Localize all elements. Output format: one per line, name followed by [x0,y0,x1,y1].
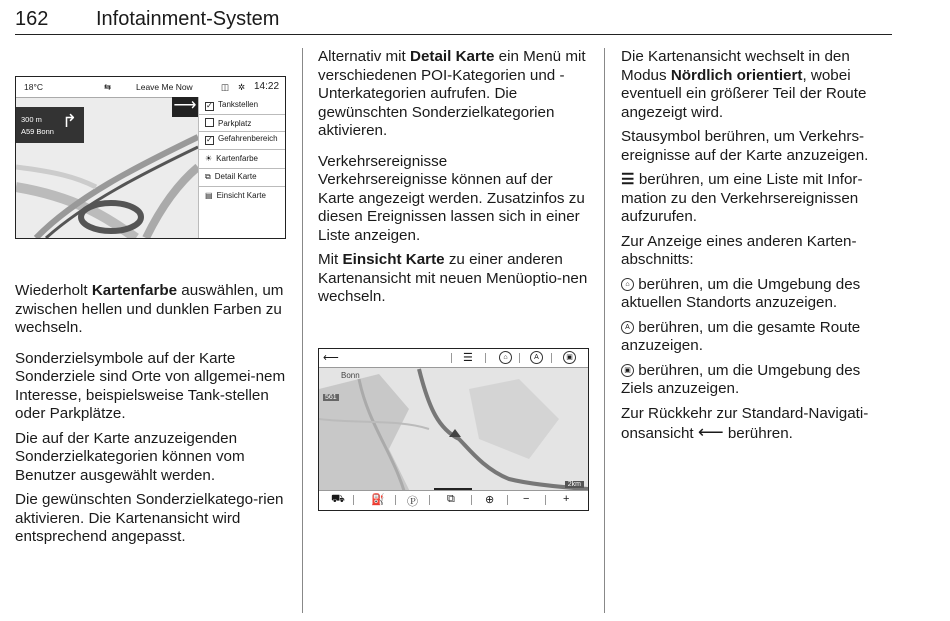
menu-label: Gefahrenbereich [218,134,278,143]
column-2 [318,48,590,313]
current-location-icon: ⌂ [621,278,634,291]
zoom-out-icon[interactable]: − [523,493,530,505]
paragraph: Die gewünschten Sonderzielkatego-rien aktivieren. Die Kartenansicht wird entsprechend angepasst. [15,491,284,545]
paragraph: ⌂ berühren, um die Umgebung des aktuellen Standorts anzuzeigen. [621,275,861,311]
zoom-reset-icon[interactable]: ⊕ [485,494,495,506]
traffic-list-icon[interactable]: ☰ [463,352,473,364]
maneuver-box [16,107,84,143]
paragraph: Die auf der Karte anzuzeigenden Sonderzielkategorien können vom Benutzer ausgewählt werden. [15,429,245,484]
section-heading: Verkehrsereignisse [318,152,448,170]
paragraph: Zur Anzeige eines anderen Karten-abschnitts: [621,232,857,268]
keyword: Einsicht Karte [342,251,445,268]
paragraph: Wiederholt Kartenfarbe auswählen, um zwischen hellen und dunklen Farben zu wechseln. [15,282,284,336]
full-route-icon[interactable]: A [530,351,543,364]
page-header [15,8,892,35]
parking-icon[interactable]: Ⓟ [407,496,418,508]
road-number-badge: 561 [325,394,337,401]
poi-detail-icon[interactable]: ⧉ [447,493,455,505]
leave-now-status: Leave Me Now [136,82,193,92]
current-location-icon[interactable]: ⌂ [499,351,512,364]
clock: 14:22 [254,81,280,92]
menu-item-detail-karte[interactable] [205,172,257,182]
back-arrow-icon[interactable]: ⟵ [323,352,339,364]
paragraph: Stausymbol berühren, um Verkehrs-ereignisse auf der Karte anzuzeigen. [621,128,869,164]
menu-label: Detail Karte [214,172,257,181]
menu-label: Parkplatz [218,119,252,128]
map-overview-figure [318,348,589,511]
gear-icon: ✲ [238,82,246,92]
map-toolbar [319,349,588,368]
page-title: Infotainment-System [96,8,280,30]
usb-icon: ⇆ [104,82,112,92]
status-bar [16,77,285,98]
paragraph: Verkehrsereignisse können auf der Karte angezeigt werden. Zusatzinfos zu diesen Ereignissen lassen sich in einer Liste anzeigen. [318,171,585,244]
poi-icon: ⧉ [205,172,211,181]
menu-item-einsicht-karte[interactable] [205,191,266,200]
temperature: 18°C [24,82,43,92]
paragraph: Die Kartenansicht wechselt in den Modus Nördlich orientiert, wobei eventuell ein größerer Teil der Route angezeigt wird. [621,48,867,121]
checkbox-checked-icon: ✓ [206,101,213,110]
section-heading: Sonderzielsymbole auf der Karte [15,349,236,367]
column-1 [15,282,287,553]
keyword: Kartenfarbe [91,282,178,299]
page-number: 162 [15,8,49,30]
checkbox-empty-icon [205,118,214,127]
map-scale: 2km [565,481,584,488]
menu-item-parkplatz[interactable] [205,117,251,128]
paragraph: Mit Einsicht Karte zu einer anderen Kartenansicht mit neuen Menüoptio-nen wechseln. [318,251,588,305]
car-icon[interactable]: ⛟ [331,493,345,505]
destination-icon: ▣ [621,364,634,377]
paragraph: ▣ berühren, um die Umgebung des Ziels anzuzeigen. [621,361,861,397]
back-arrow-icon: ⟵ [697,422,724,442]
keyword: Detail Karte [410,48,495,65]
paragraph: Alternativ mit Detail Karte ein Menü mit verschiedenen POI-Kategorien und -Unterkategorien aufrufen. Die gewünschten Sonderzielkategorien aktivieren. [318,48,586,139]
menu-label: Kartenfarbe [216,154,258,163]
zoom-in-icon[interactable]: + [563,493,570,505]
menu-item-gefahrenbereich[interactable] [205,134,278,144]
sun-icon: ☀ [205,154,213,163]
map-view-icon: ▤ [205,191,213,200]
menu-label: Einsicht Karte [216,191,266,200]
menu-item-tankstellen[interactable] [205,100,258,110]
turn-right-arrow-icon: ↱ [62,111,78,131]
maneuver-road: A59 Bonn [21,127,54,136]
back-arrow-icon[interactable]: ⟶ [172,97,198,117]
paragraph: A berühren, um die gesamte Route anzuzeigen. [621,318,861,354]
map-options-menu [198,97,286,238]
full-route-icon: A [621,321,634,334]
fuel-icon[interactable]: ⛽ [371,494,385,506]
destination-icon[interactable]: ▣ [563,351,576,364]
maneuver-distance: 300 m [21,115,42,124]
paragraph: ☰ berühren, um eine Liste mit Infor-mation zu den Verkehrsereignissen aufzurufen. [621,171,863,225]
keyword: Nördlich orientiert [670,66,803,84]
checkbox-checked-icon: ✓ [206,135,213,144]
paragraph: Zur Rückkehr zur Standard-Navigati-onsansicht ⟵ berühren. [621,404,869,442]
map-city-label: Bonn [341,371,360,380]
paragraph: Sonderziele sind Orte von allgemei-nem Interesse, beispielsweise Tank-stellen oder Parkplätze. [15,368,286,422]
column-divider [302,48,303,613]
phone-icon: ◫ [221,82,230,92]
menu-label: Tankstellen [218,100,259,109]
traffic-list-icon: ☰ [621,171,635,188]
column-divider [604,48,605,613]
navigation-screen-figure [15,76,286,239]
column-3 [621,48,893,450]
map-bottom-toolbar [319,490,588,510]
menu-item-kartenfarbe[interactable] [205,154,258,163]
